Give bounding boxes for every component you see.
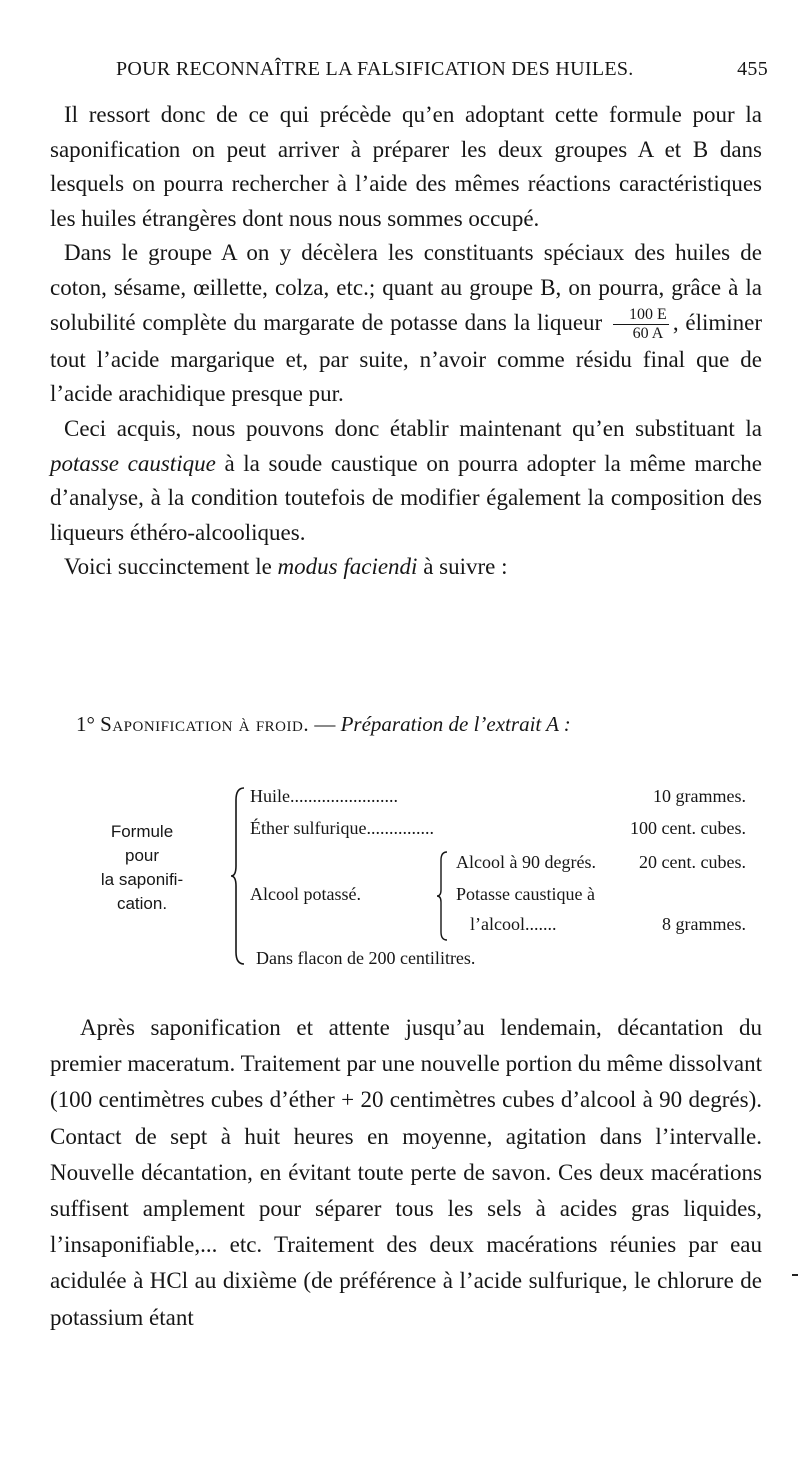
main-text <box>50 98 762 585</box>
ingredient-alcool-potasse: Alcool potassé. <box>250 884 361 904</box>
ingredient-alcool-90: Alcool à 90 degrés. <box>456 852 596 872</box>
ingredient-potasse-line1: Potasse caustique à <box>456 884 595 904</box>
margin-dash-mark <box>792 1274 798 1276</box>
paragraph-4-start: Voici succinctement le <box>64 554 272 580</box>
flacon-note: Dans flacon de 200 centilitres. <box>256 948 476 968</box>
procedure-paragraph: Après saponification et attente jusqu’au lendemain, décantation du premier maceratum. Traitement par une nouvelle portion du même dissolvant (100 centimètres cubes d’éther + 20 centimètres cubes d’alcool à 90 degrés). Contact de sept à huit heures en moyenne, agitation dans l’intervalle. Nouvelle décantation, en évitant toute perte de savon. Ces deux macérations suffisent amplement pour séparer tous les sels à acides gras liquides, l’insaponifiable,... etc. Traitement des deux macérations réunies par eau acidulée à HCl au dixième (de préférence à l’acide sulfurique, le chlorure de potassium étant <box>50 1015 762 1330</box>
paragraph-1: Il ressort donc de ce qui précède qu’en adoptant cette formule pour la saponification on peut arriver à préparer les deux groupes A et B dans lesquels on pourra rechercher à l’aide des mêmes réactions caractéristiques les huiles étrangères dont nous nous sommes occupé. <box>50 102 762 231</box>
quantity-potasse: 8 grammes. <box>662 914 746 934</box>
section-title: Saponification à froid. <box>100 712 310 736</box>
modus-faciendi-italic: modus faciendi <box>277 554 418 580</box>
formula-label <box>72 820 212 916</box>
fraction-denominator: 60 A <box>632 324 664 342</box>
procedure-text <box>50 1010 762 1336</box>
fraction-numerator: 100 E <box>613 306 669 325</box>
section-heading <box>76 712 766 737</box>
potasse-caustique-italic: potasse caustique <box>50 450 216 476</box>
page-number: 455 <box>737 58 768 80</box>
paragraph-2-start: Dans le groupe A on y décèlera les constituants spéciaux des huiles de coton, sésame, œillette, colza, etc.; quant au groupe B, on pourra, grâce à la solubilité complète du margarate de potasse dans la liqueur <box>50 240 762 335</box>
running-title: POUR RECONNAÎTRE LA FALSIFICATION DES HUILES. <box>116 58 634 80</box>
paragraph-2 <box>50 236 762 412</box>
saponification-formula <box>60 778 760 998</box>
paragraph-3 <box>50 412 762 550</box>
paragraph-3-start: Ceci acquis, nous pouvons donc établir maintenant qu’en substituant la <box>64 415 762 441</box>
quantity-alcool-90: 20 cent. cubes. <box>639 852 746 872</box>
paragraph-2-end: , éliminer tout l’acide margarique et, par suite, n’avoir comme résidu final que de l’acide arachidique presque pur. <box>50 309 763 407</box>
paragraph-4-end: à suivre : <box>423 554 508 580</box>
formula-label-line: pour <box>124 846 160 865</box>
section-number: 1° <box>76 712 95 736</box>
section-subtitle: Préparation de l’extrait A : <box>340 712 571 736</box>
running-header <box>116 58 768 81</box>
formula-label-line: cation. <box>116 894 168 913</box>
formula-label-line: la saponifi- <box>100 870 184 889</box>
liquor-fraction <box>613 306 669 343</box>
paragraph-3-end: à la soude caustique on pourra adopter la même marche d’analyse, à la condition toutefois de modifier également la composition des liqueurs éthéro-alcooliques. <box>50 450 762 545</box>
paragraph-4 <box>50 550 762 585</box>
quantity-ether: 100 cent. cubes. <box>630 818 746 838</box>
large-brace-icon <box>230 786 246 966</box>
ingredient-huile: Huile........................ <box>250 786 398 806</box>
ingredient-ether: Éther sulfurique............... <box>250 818 434 838</box>
ingredient-potasse-line2: l’alcool....... <box>470 914 557 934</box>
quantity-huile: 10 grammes. <box>653 786 746 806</box>
formula-label-line: Formule <box>110 822 174 841</box>
section-dash: — <box>314 712 336 736</box>
small-brace-icon <box>436 850 448 942</box>
